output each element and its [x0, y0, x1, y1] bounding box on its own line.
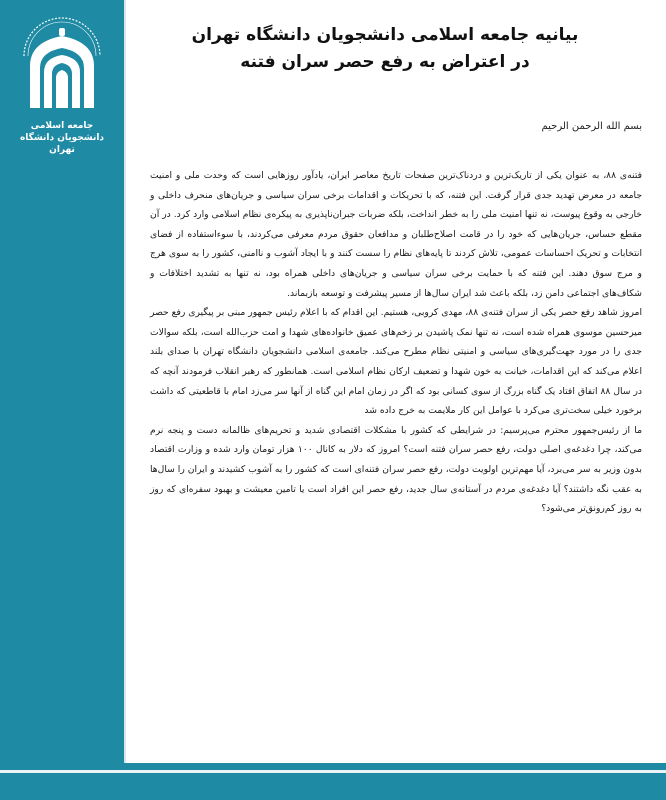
sidebar-divider [124, 0, 126, 763]
logo-name: جامعه اسلامی دانشجویان دانشگاه تهران [19, 121, 105, 155]
page-subtitle: در اعتراض به رفع حصر سران فتنه [240, 52, 530, 72]
sidebar [0, 0, 124, 763]
paragraph: امروز شاهد رفع حصر یکی از سران فتنه‌ی ۸۸، مهدی کروبی، هستیم. این اقدام که با اعلام رئیس جمهور مبنی بر پیگیری رفع حصر میرحسین موسوی همراه شده است، نه تنها نمک پاشیدن بر زخم‌های عمیق خانواده‌های شهدا و امت حزب‌الله است، بلکه سوالات جدی را در مورد جهت‌گیری‌های سیاسی و امنیتی نظام مطرح می‌کند. جامعه‌ی اسلامی دانشجویان دانشگاه تهران با صدای بلند اعلام می‌کند که این اقدامات، خیانت به خون شهدا و تضعیف ارکان نظام اسلامی است. همانطور که رهبر انقلاب فرمودند آنچه که در سال ۸۸ اتفاق افتاد یک گناه بزرگ از سوی کسانی بود که اگر در زمان امام این گناه از آنها سر می‌زد امام با قاطعیتی که داشت برخورد خیلی سخت‌تری می‌کرد با عوامل این کار ملایمت به خرج داده شد [150, 307, 642, 417]
footer-band [0, 763, 666, 800]
university-emblem-icon [14, 8, 110, 118]
title-block [150, 22, 620, 76]
page-title: بیانیه جامعه اسلامی دانشجویان دانشگاه تهران [191, 25, 579, 45]
statement-body [150, 166, 642, 519]
basmala: بسم الله الرحمن الرحیم [541, 121, 642, 132]
footer-divider [0, 770, 666, 773]
logo [14, 8, 110, 158]
paragraph: فتنه‌ی ۸۸، به عنوان یکی از تاریک‌ترین و دردناک‌ترین صفحات تاریخ معاصر ایران، یادآور روزهایی است که وحدت ملی و امنیت جامعه در معرض تهدید جدی قرار گرفت. این فتنه، که با تحریکات و اقدامات برخی سران سیاسی و جریان‌های منحرف داخلی و خارجی به وقوع پیوست، نه تنها امنیت ملی را به خطر انداخت، بلکه ضربات جبران‌ناپذیری به پیکره‌ی نظام اسلامی وارد کرد. در آن مقطع حساس، جریان‌هایی که خود را در قامت اصلاح‌طلبان و مدافعان حقوق مردم معرفی می‌کردند، با سوءاستفاده از فضای انتخابات و تحریک احساسات عمومی، تلاش کردند تا پایه‌های نظام را سست کنند و با ایجاد آشوب و ناامنی، کشور را به سوی هرج و مرج سوق دهند. این فتنه که با حمایت برخی سران سیاسی و جریان‌های داخلی همراه بود، نه تنها به تشدید اختلافات و شکاف‌های اجتماعی دامن زد، بلکه باعث شد ایران سال‌ها از مسیر پیشرفت و توسعه بازبماند. [150, 170, 642, 299]
paragraph: ما از رئیس‌جمهور محترم می‌پرسیم: در شرایطی که کشور با مشکلات اقتصادی شدید و تحریم‌های ظالمانه دست و پنجه نرم می‌کند، چرا دغدغه‌ی اصلی دولت، رفع حصر سران فتنه است؟ امروز که دلار به کانال ۱۰۰ هزار تومان وارد شده و وزارت اقتصاد بدون وزیر به سر می‌برد، آیا مهم‌ترین اولویت دولت، رفع حصر سران فتنه‌ای است که کشور را به آشوب کشیدند و ایران را سال‌ها به عقب نگه داشتند؟ آیا دغدغه‌ی مردم در آستانه‌ی سال جدید، رفع حصر این افراد است یا تامین معیشت و بهبود سفره‌ای که روز به روز کم‌رونق‌تر می‌شود؟ [150, 424, 642, 515]
